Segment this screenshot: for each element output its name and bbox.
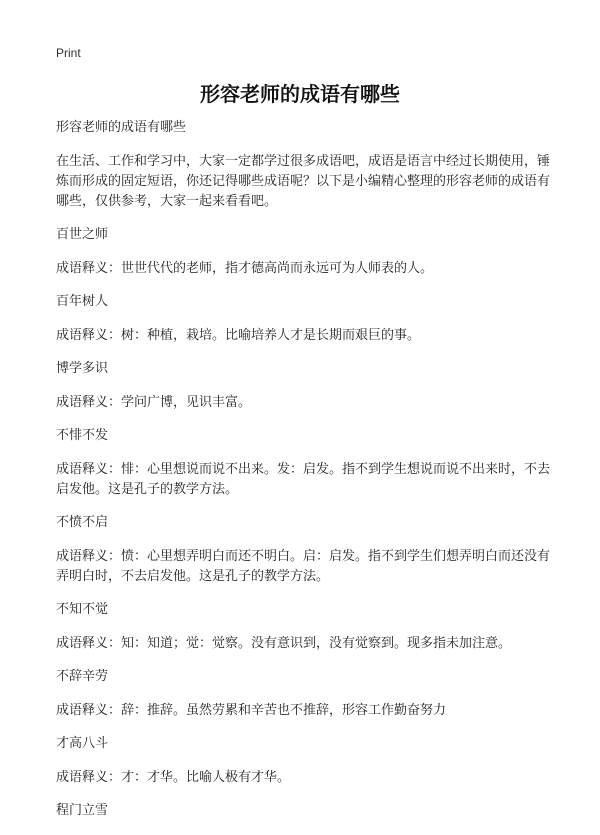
idiom-name: 博学多识 (56, 361, 109, 376)
idiom-definition: 成语释义：悱：心里想说而说不出来。发：启发。指不到学生想说而说不出来时，不去启发他。这是孔子的教学方法。 (56, 462, 551, 497)
idiom-name: 百年树人 (56, 294, 109, 309)
idiom-name: 百世之师 (56, 227, 109, 242)
idiom-name: 不知不觉 (56, 602, 109, 617)
idiom-definition: 成语释义：树：种植，栽培。比喻培养人才是长期而艰巨的事。 (56, 328, 421, 343)
idiom-definition: 成语释义：世世代代的老师，指才德高尚而永远可为人师表的人。 (56, 261, 434, 276)
idiom-name: 才高八斗 (56, 736, 109, 751)
article-intro: 在生活、工作和学习中，大家一定都学过很多成语吧，成语是语言中经过长期使用，锤炼而形成的固定短语，你还记得哪些成语呢？以下是小编精心整理的形容老师的成语有哪些，仅供参考，大家一起来看看吧。 (56, 154, 551, 209)
idiom-definition: 成语释义：学问广博，见识丰富。 (56, 395, 252, 410)
idiom-name: 程门立雪 (56, 803, 109, 818)
print-link[interactable]: Print (56, 46, 81, 60)
idiom-definition: 成语释义：辞：推辞。虽然劳累和辛苦也不推辞，形容工作勤奋努力 (56, 703, 447, 718)
idiom-definition: 成语释义：才：才华。比喻人极有才华。 (56, 770, 291, 785)
idiom-name: 不辞辛劳 (56, 669, 109, 684)
article-body (56, 118, 550, 835)
idiom-definition: 成语释义：愤：心里想弄明白而还不明白。启：启发。指不到学生们想弄明白而还没有弄明白时，不去启发他。这是孔子的教学方法。 (56, 549, 551, 584)
page-title: 形容老师的成语有哪些 (200, 82, 400, 106)
idiom-definition: 成语释义：知：知道；觉：觉察。没有意识到，没有觉察到。现多指未加注意。 (56, 636, 512, 651)
article-subtitle: 形容老师的成语有哪些 (56, 120, 187, 135)
idiom-name: 不悱不发 (56, 428, 109, 443)
idiom-name: 不愤不启 (56, 515, 109, 530)
